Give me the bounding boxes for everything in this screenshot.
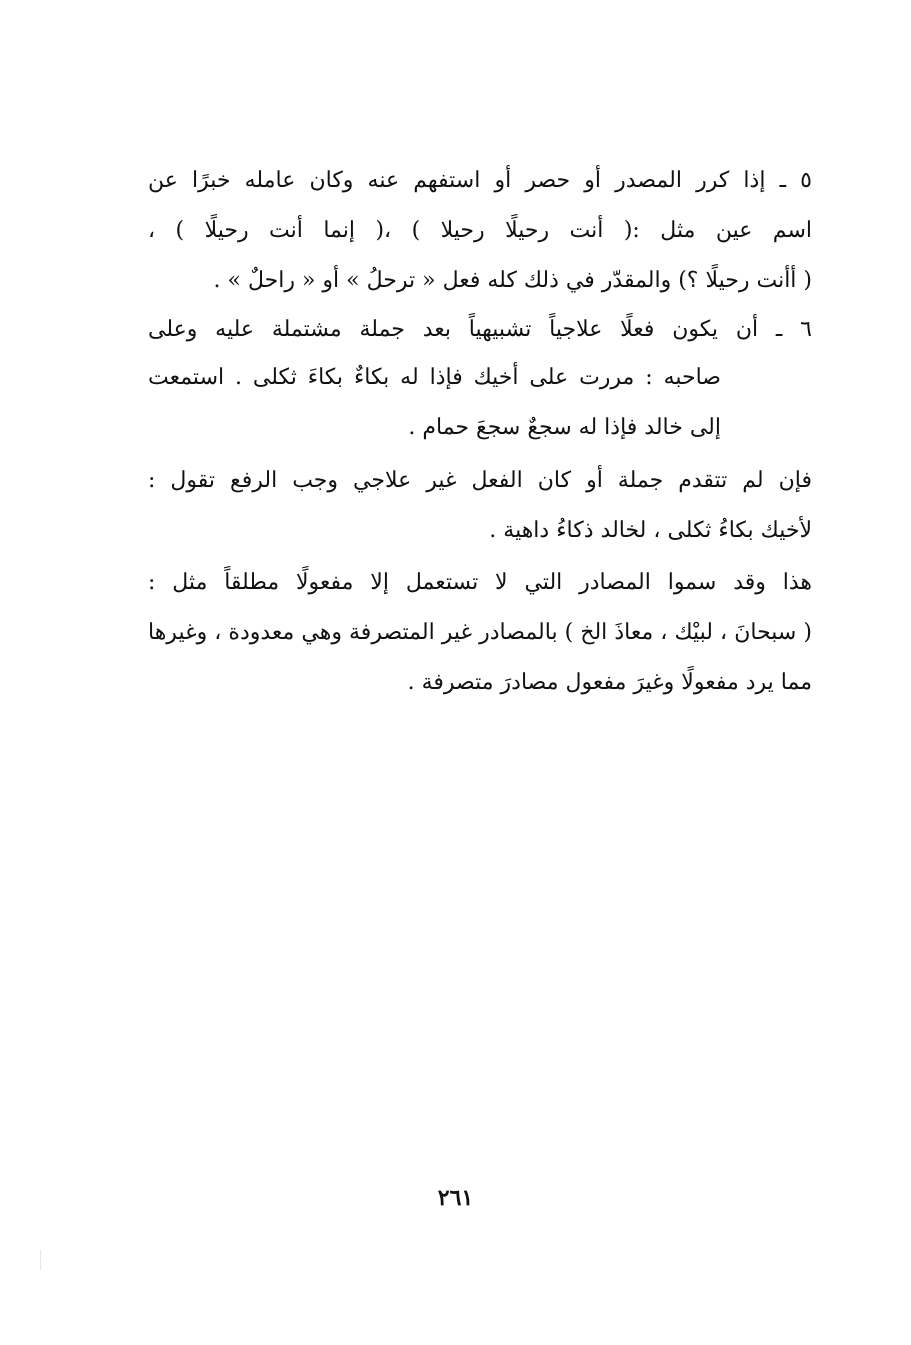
paragraph-4-line-2: ( سبحانَ ، لبيْك ، معاذَ الخ ) بالمصادر غير المتصرفة وهي معدودة ، وغيرها <box>148 620 812 645</box>
paragraph-1-line-1: ٥ ـ إذا كرر المصدر أو حصر أو استفهم عنه وكان عامله خبرًا عن <box>148 168 812 193</box>
paragraph-2-line-3: إلى خالد فإذا له سجعٌ سجعَ حمام . <box>408 415 721 440</box>
paragraph-1-line-3: ( أأنت رحيلًا ؟) والمقدّر في ذلك كله فعل « ترحلُ » أو « راحلٌ » . <box>213 268 812 293</box>
page-number: ٢٦١ <box>437 1185 474 1211</box>
paragraph-3-line-1: فإن لم تتقدم جملة أو كان الفعل غير علاجي وجب الرفع تقول : <box>148 468 812 493</box>
paragraph-4-line-3: مما يرد مفعولًا وغيرَ مفعول مصادرَ متصرفة . <box>407 670 812 695</box>
paragraph-2-line-1: ٦ ـ أن يكون فعلًا علاجياً تشبيهياً بعد جملة مشتملة عليه وعلى <box>148 317 812 342</box>
paragraph-2-line-2: صاحبه : مررت على أخيك فإذا له بكاءٌ بكاءَ ثكلى . استمعت <box>148 365 721 390</box>
paragraph-3-line-2: لأخيك بكاءُ ثكلى ، لخالد ذكاءُ داهية . <box>489 518 812 543</box>
paragraph-4-line-1: هذا وقد سموا المصادر التي لا تستعمل إلا مفعولًا مطلقاً مثل : <box>148 570 813 595</box>
paragraph-1-line-2: اسم عين مثل :( أنت رحيلًا رحيلا ) ،( إنما أنت رحيلًا ) ، <box>148 218 812 243</box>
scan-edge-mark <box>40 1250 41 1270</box>
